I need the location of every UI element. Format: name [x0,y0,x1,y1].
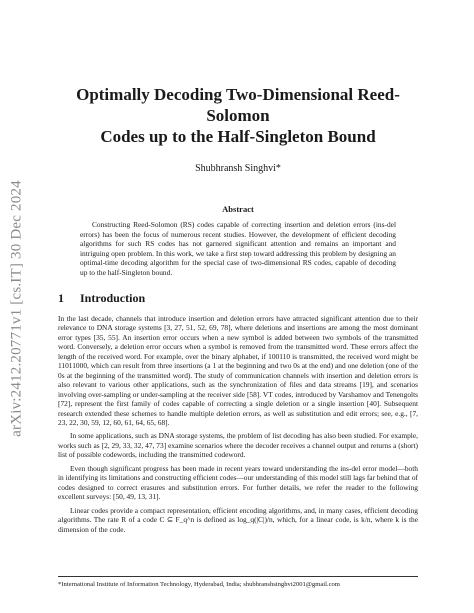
title-line-1: Optimally Decoding Two-Dimensional Reed- Solomon [76,85,400,125]
arxiv-identifier: arXiv:2412.20771v1 [cs.IT] 30 Dec 2024 [8,180,25,437]
paragraph: Linear codes provide a compact representation, efficient encoding algorithms, and, in many cases, efficient decoding algorithms. The rate R of a code C ⊆ F_q^n is defined as log_q(|C|)/n, which, for a linear code, is k/n, where k is the dimension of the code. [58,505,418,534]
paragraph: In the last decade, channels that introduce insertion and deletion errors have attracted significant attention due to their relevance to DNA storage systems [3, 27, 51, 52, 69, 78], where deletions and insertions are among the most dominant error types [35, 55]. An insertion error occurs when a new symbol is added between two symbols of the transmitted word. Conversely, a deletion error occurs when a symbol is removed from the transmitted word. These errors affect the length of the received word. For example, over the binary alphabet, if 100110 is transmitted, the received word might be 11011000, which can result from three insertions (a 1 at the beginning and two 0s at the end) and one deletion (one of the 0s at the beginning of the transmitted word). The study of communication channels with insertion and deletion errors is also relevant to various other applications, such as the synchronization of files and data streams [19], and scenarios involving over-sampling or under-sampling at the receiver side [58]. VT codes, introduced by Varshamov and Tenengolts [72], represent the first family of codes capable of correcting a single deletion or a single insertion [40]. Subsequent research extended these schemes to handle multiple deletion errors, as well as substitution and edit errors; see, e.g., [7, 23, 22, 30, 59, 12, 60, 61, 64, 65, 68]. [58,314,418,427]
section-number: 1 [58,291,64,305]
paragraph: In some applications, such as DNA storage systems, the problem of list decoding has also been studied. For example, works such as [2, 29, 33, 32, 47, 73] examine scenarios where the decoder receives a channel output and returns a (short) list of possible codewords, including the transmitted codeword. [58,431,418,460]
footnote-text: *International Institute of Information Technology, Hyderabad, India; shubhranshsinghvi2001@gmail.com [58,581,340,588]
author-name: Shubhransh Singhvi* [195,163,281,174]
section-title: Introduction [80,291,146,305]
paper-page [58,84,418,534]
abstract-heading: Abstract [222,204,254,214]
abstract-text: Constructing Reed-Solomon (RS) codes capable of correcting insertion and deletion errors (ins-del errors) has been the focus of numerous recent studies. However, the development of efficient decoding algorithms for such RS codes has not garnered significant attention and remains an important and intriguing open problem. In this work, we take a first step toward addressing this problem by designing an optimal-time decoding algorithm for the special case of two-dimensional RS codes, capable of decoding up to the half-Singleton bound. [80,220,396,277]
footnote [58,576,418,589]
section-body [58,314,418,534]
paragraph: Even though significant progress has been made in recent years toward understanding the ins-del error model—both in identifying its limitations and constructing efficient codes—our understanding of this model still lags far behind that of codes designed to correct erasures and substitution errors. For further details, we refer the reader to the following excellent surveys: [50, 49, 13, 31]. [58,463,418,502]
section-heading [58,291,418,306]
title-line-2: Codes up to the Half-Singleton Bound [100,127,376,146]
paper-title [58,84,418,147]
